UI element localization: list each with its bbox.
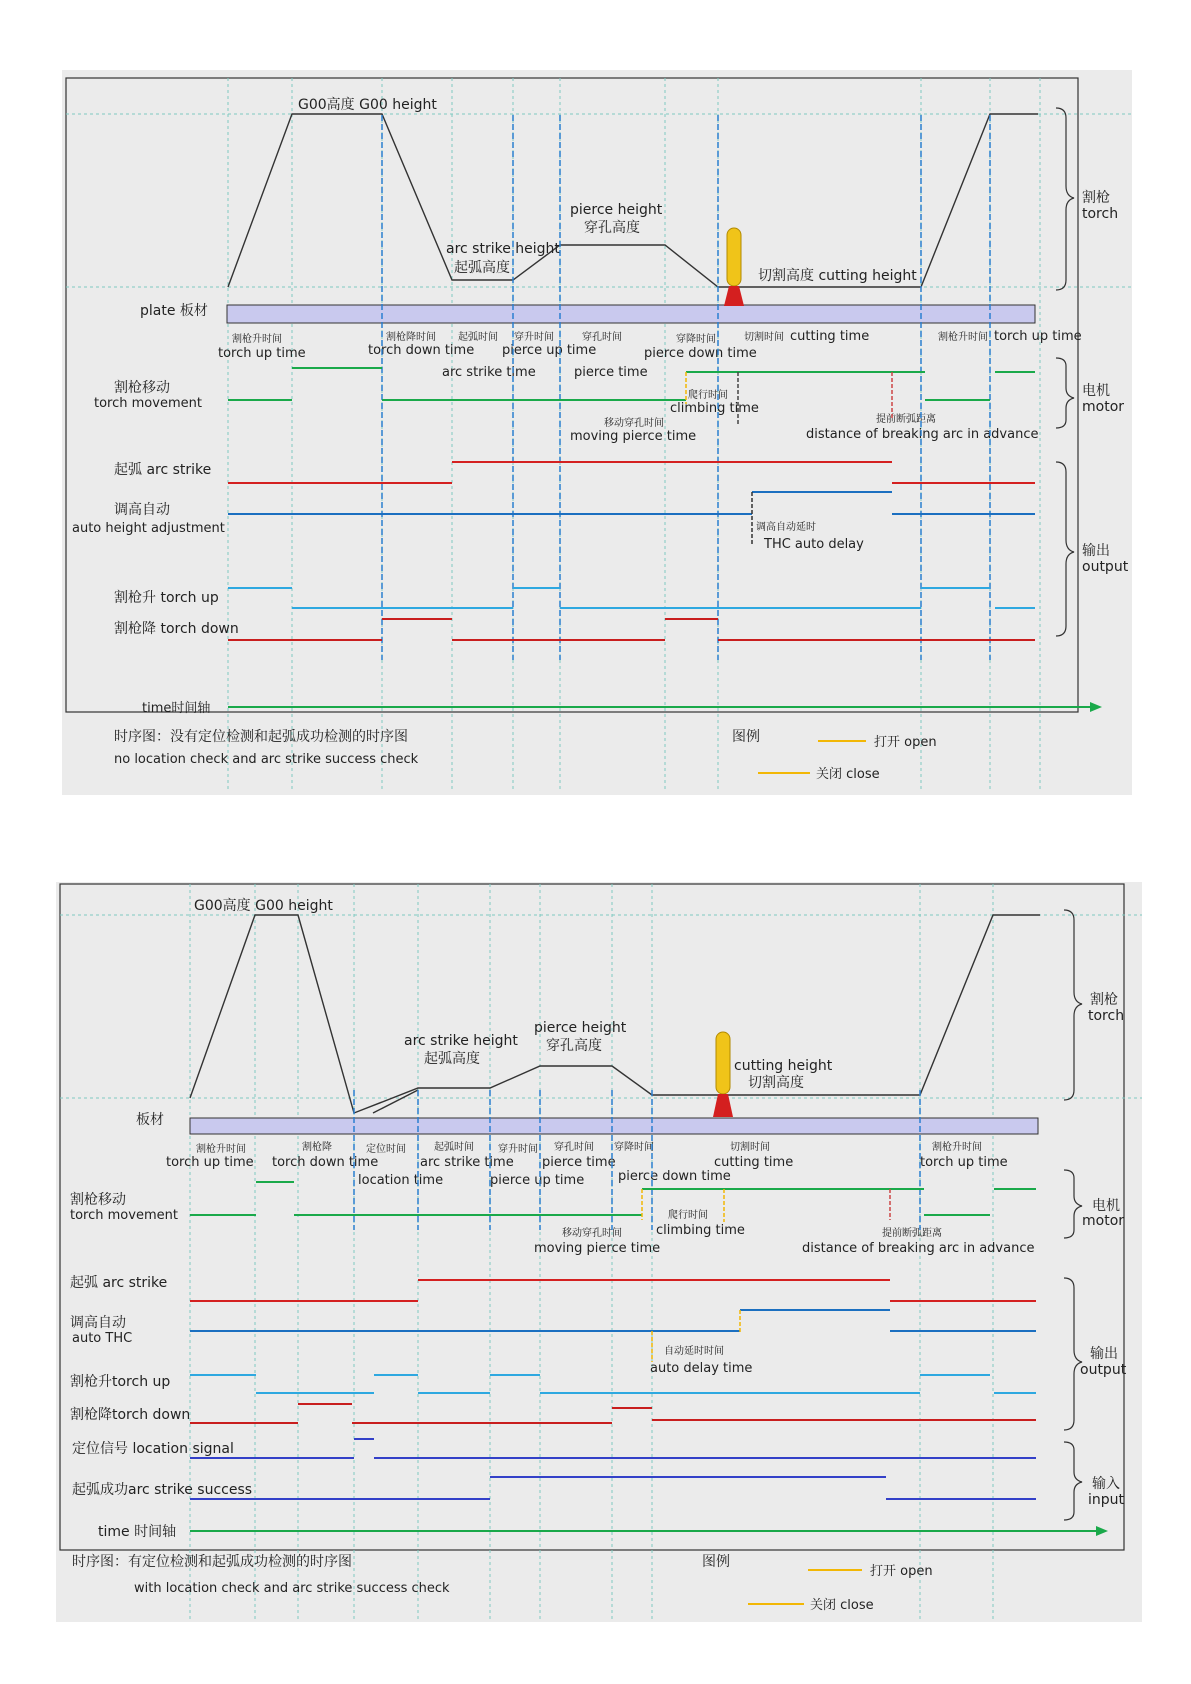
phase-label: pierce time [574, 365, 648, 380]
phase-label: arc strike time [420, 1155, 514, 1170]
legend-open-label: 打开 open [874, 735, 937, 750]
plate-label: plate 板材 [140, 303, 208, 319]
phase-label: pierce down time [644, 346, 757, 361]
plate-bar [190, 1118, 1038, 1134]
phase-label: location time [358, 1173, 444, 1188]
phase-label: pierce down time [618, 1169, 731, 1184]
output-group-label: 输出 [1082, 543, 1110, 559]
cutting-height-label: 切割高度 cutting height [758, 268, 917, 284]
signal-label-torch-movement: 割枪移动 [114, 380, 170, 396]
timing-diagram-2 [56, 882, 1142, 1622]
phase-label: pierce up time [502, 343, 597, 358]
cutting-height-cn-label: 切割高度 [748, 1075, 804, 1091]
phase-label-cn: 穿孔时间 [554, 1142, 594, 1153]
torch-group-label-en: torch [1088, 1008, 1125, 1024]
phase-label: pierce up time [490, 1173, 585, 1188]
signal-label-thc: 调高自动 [114, 502, 170, 518]
signal-label-location: 定位信号 location signal [72, 1441, 234, 1457]
motor-group-label-en: motor [1082, 399, 1125, 415]
torch-icon [713, 1032, 733, 1117]
signal-label-torch-down: 割枪降torch down [70, 1407, 191, 1423]
moving-pierce-cn-label: 移动穿孔时间 [604, 418, 664, 429]
input-group-label: 输入 [1092, 1476, 1120, 1492]
phase-label: torch up time [218, 346, 306, 361]
legend-close-label: 关闭 close [816, 767, 880, 782]
time-axis-label: time 时间轴 [98, 1524, 177, 1540]
signal-label-thc-en: auto THC [72, 1331, 133, 1346]
moving-pierce-cn-label: 移动穿孔时间 [562, 1228, 622, 1239]
thc-delay-cn-label: 调高自动延时 [756, 522, 816, 533]
torch-group-label-en: torch [1082, 206, 1119, 222]
phase-label-cn: 割枪升时间 [232, 334, 282, 345]
phase-label: torch down time [368, 343, 475, 358]
output-group-label-en: output [1082, 559, 1129, 575]
break-arc-cn-label: 提前断弧距离 [882, 1228, 942, 1239]
phase-label-cn: 起弧时间 [458, 332, 498, 343]
phase-label-cn: 定位时间 [366, 1144, 406, 1155]
legend-title: 图例 [732, 729, 760, 745]
signal-label-torch-up: 割枪升torch up [70, 1374, 171, 1390]
torch-group-label: 割枪 [1082, 190, 1110, 206]
time-axis-label: time时间轴 [142, 701, 211, 716]
break-arc-label: distance of breaking arc in advance [806, 427, 1039, 442]
phase-label-cn: 起弧时间 [434, 1142, 474, 1153]
signal-label-torch-movement-en: torch movement [94, 396, 202, 411]
signal-label-arc-success: 起弧成功arc strike success [72, 1482, 253, 1498]
timing-diagram-1 [62, 70, 1132, 795]
phase-label-cn: 穿孔时间 [582, 332, 622, 343]
pierce-height-cn-label: 穿孔高度 [584, 220, 640, 236]
phase-label-cn: 割枪升时间 [938, 332, 988, 343]
phase-label-cn: 切割时间 [744, 332, 784, 343]
phase-label-cn: 割枪升时间 [932, 1142, 982, 1153]
plate-bar [227, 305, 1035, 323]
phase-label: torch up time [166, 1155, 254, 1170]
phase-label: pierce time [542, 1155, 616, 1170]
phase-label-cn: 割枪升时间 [196, 1144, 246, 1155]
arc-strike-height-label: arc strike height [446, 241, 560, 257]
legend-close-label: 关闭 close [810, 1598, 874, 1613]
phase-label-cn: 穿升时间 [514, 332, 554, 343]
pierce-height-label: pierce height [534, 1020, 627, 1036]
phase-label: torch down time [272, 1155, 379, 1170]
phase-label-cn: 穿降时间 [614, 1142, 654, 1153]
thc-delay-cn-label: 自动延时时间 [664, 1346, 724, 1357]
torch-icon [724, 228, 744, 306]
signal-label-thc: 调高自动 [70, 1315, 126, 1331]
phase-label: cutting time [790, 329, 870, 344]
diagram2-caption-en: with location check and arc strike success check [134, 1581, 450, 1596]
motor-group-label: 电机 [1082, 383, 1110, 399]
signal-label-torch-movement-en: torch movement [70, 1208, 178, 1223]
output-group-label-en: output [1080, 1362, 1127, 1378]
climbing-time-cn-label: 爬行时间 [668, 1210, 708, 1221]
thc-delay-label: auto delay time [650, 1361, 753, 1376]
diagram2-caption: 时序图：有定位检测和起弧成功检测的时序图 [72, 1554, 352, 1570]
climbing-time-cn-label: 爬行时间 [688, 390, 728, 401]
motor-group-label: 电机 [1092, 1198, 1120, 1214]
thc-delay-label: THC auto delay [764, 537, 864, 552]
phase-label-cn: 穿降时间 [676, 334, 716, 345]
output-group-label: 输出 [1090, 1346, 1118, 1362]
phase-label: cutting time [714, 1155, 794, 1170]
plate-label: 板材 [136, 1112, 164, 1128]
diagram1-caption: 时序图：没有定位检测和起弧成功检测的时序图 [114, 729, 408, 745]
moving-pierce-label: moving pierce time [534, 1241, 661, 1256]
diagram1-caption-en: no location check and arc strike success check [114, 752, 419, 767]
phase-label-cn: 穿升时间 [498, 1144, 538, 1155]
phase-label-cn: 割枪降 [302, 1142, 332, 1153]
legend-open-label: 打开 open [870, 1564, 933, 1579]
signal-label-arc-strike: 起弧 arc strike [70, 1275, 168, 1291]
input-group-label-en: input [1088, 1492, 1125, 1508]
signal-label-arc-strike: 起弧 arc strike [114, 462, 212, 478]
climbing-time-label: climbing time [670, 401, 759, 416]
arc-strike-height-label: arc strike height [404, 1033, 518, 1049]
signal-label-torch-down: 割枪降 torch down [114, 621, 239, 637]
cutting-height-label: cutting height [734, 1058, 833, 1074]
signal-label-torch-movement: 割枪移动 [70, 1192, 126, 1208]
phase-label: arc strike time [442, 365, 536, 380]
g00-height-label: G00高度 G00 height [298, 97, 437, 113]
signal-label-thc-en: auto height adjustment [72, 521, 225, 536]
signal-label-torch-up: 割枪升 torch up [114, 590, 219, 606]
pierce-height-label: pierce height [570, 202, 663, 218]
phase-label: torch up time [994, 329, 1082, 344]
phase-label-cn: 切割时间 [730, 1142, 770, 1153]
pierce-height-cn-label: 穿孔高度 [546, 1038, 602, 1054]
arc-strike-height-cn-label: 起弧高度 [424, 1051, 480, 1067]
break-arc-cn-label: 提前断弧距离 [876, 414, 936, 425]
moving-pierce-label: moving pierce time [570, 429, 697, 444]
motor-group-label-en: motor [1082, 1213, 1125, 1229]
arc-strike-height-cn-label: 起弧高度 [454, 260, 510, 276]
break-arc-label: distance of breaking arc in advance [802, 1241, 1035, 1256]
phase-label-cn: 割枪降时间 [386, 332, 436, 343]
torch-group-label: 割枪 [1090, 992, 1118, 1008]
legend-title: 图例 [702, 1554, 730, 1570]
g00-height-label: G00高度 G00 height [194, 898, 333, 914]
climbing-time-label: climbing time [656, 1223, 745, 1238]
phase-label: torch up time [920, 1155, 1008, 1170]
